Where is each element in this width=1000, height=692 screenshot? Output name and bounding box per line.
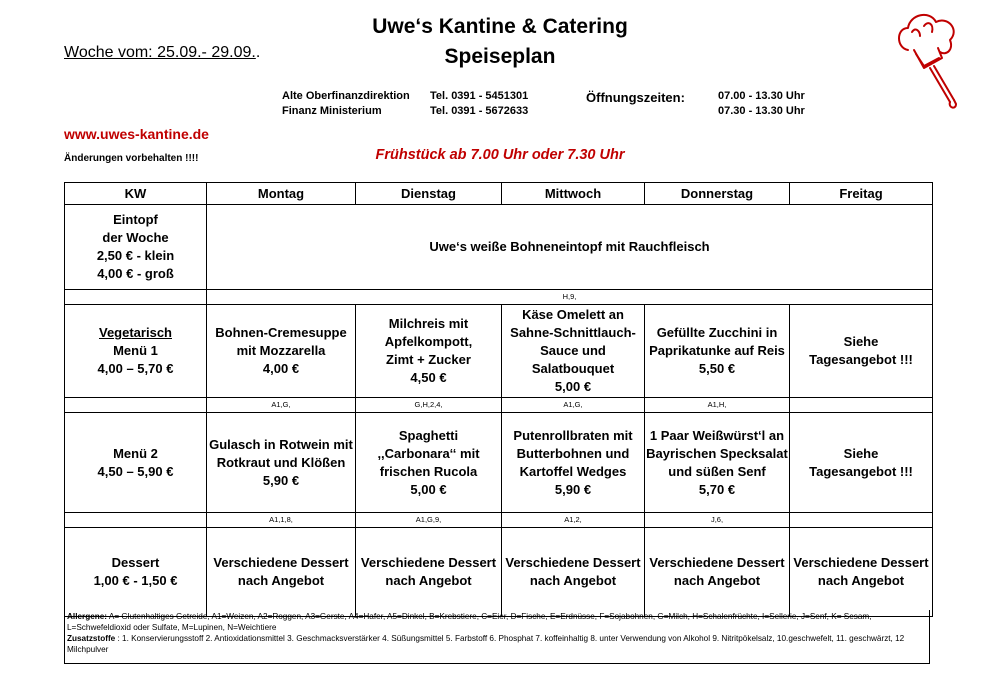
menu2-price-range: 4,50 – 5,90 € (97, 463, 174, 479)
column-header-montag: Montag (207, 183, 356, 205)
location-1: Alte Oberfinanzdirektion (282, 90, 410, 102)
allergen-code: A1,H, (645, 398, 790, 413)
menu2-dienstag (356, 413, 502, 513)
allergene-label: Allergene: (67, 612, 108, 621)
allergen-code: J,6, (645, 513, 790, 528)
menu2-freitag (790, 413, 933, 513)
allergen-code (790, 398, 933, 413)
dish-line: Verschiedene Dessert (360, 555, 497, 570)
dish-line: Verschiedene Dessert (649, 555, 785, 570)
allergen-legend (64, 610, 930, 664)
opening-hours-label: Öffnungszeiten: (586, 90, 685, 105)
eintopf-price-large: 4,00 € - groß (97, 266, 174, 281)
dish-line: Käse Omelett an (522, 307, 624, 322)
menu1-freitag (790, 305, 933, 398)
menu1-allergens-row (65, 398, 933, 413)
dish-line: nach Angebot (529, 573, 617, 588)
eintopf-label-2: der Woche (102, 230, 169, 245)
zusatz-line (67, 633, 927, 655)
zusatz-text: : 1. Konservierungsstoff 2. Antioxidationsmittel 3. Geschmacksverstärker 4. Süßungsmittel 5. Farbstoff 6. Phosphat 7. koffeinhaltig 8. unter Verwendung von Alkohol 9. Nitritpökelsalz, 10.geschwefelt, 11. geschwärzt, 12 Milchpulver (67, 634, 905, 654)
dish-line: Siehe (843, 445, 879, 461)
dish-price: 5,50 € (698, 361, 736, 376)
dish-line: mit Mozzarella (236, 343, 326, 358)
dish-line: Verschiedene Dessert (505, 555, 641, 570)
menu1-label-cell (65, 305, 207, 398)
eintopf-label-cell (65, 205, 207, 290)
column-header-freitag: Freitag (790, 183, 933, 205)
dish-line: Gulasch in Rotwein mit (209, 436, 353, 452)
hours-1: 07.00 - 13.30 Uhr (718, 90, 805, 102)
dessert-label: Dessert (111, 555, 160, 570)
menu1-mittwoch (502, 305, 645, 398)
hours-2: 07.30 - 13.30 Uhr (718, 105, 805, 117)
menu2-donnerstag (645, 413, 790, 513)
dish-line: Siehe (843, 334, 879, 349)
week-dot: . (255, 44, 261, 61)
dish-line: Salatbouquet (531, 361, 615, 376)
eintopf-allergens: H,9, (207, 290, 933, 305)
allergene-text: A= Glutenhaltiges Getreide, A1=Weizen, A2=Roggen, A3=Gerste, A4=Hafer, A5=Dinkel, B=Krebstiere, C=Eier, D=Fische, E=Erdnüsse, F=Sojabohnen, G=Milch, H=Schalenfrüchte, I=Sellerie, J=Senf, K= Sesam, L=Schwefeldioxid oder Sulfate, M=Lupinen, N=Weichtiere (67, 612, 872, 632)
column-header-dienstag: Dienstag (356, 183, 502, 205)
dish-price: 5,00 € (410, 481, 447, 497)
dessert-row (65, 528, 933, 617)
dessert-label-cell (65, 528, 207, 617)
dish-line: Sahne-Schnittlauch- (510, 325, 636, 340)
allergen-code: A1,G,9, (356, 513, 502, 528)
dish-line: Bohnen-Cremesuppe (215, 325, 347, 340)
changes-note: Änderungen vorbehalten !!!! (64, 153, 199, 164)
dish-line: Bayrischen Specksalat (646, 445, 788, 461)
dish-line: Tagesangebot !!! (809, 352, 913, 367)
dish-line: Milchreis mit (388, 316, 469, 331)
dish-line: nach Angebot (817, 573, 905, 588)
dish-line: Putenrollbraten mit (513, 427, 633, 443)
dessert-mittwoch (502, 528, 645, 617)
phones (430, 89, 528, 119)
allergen-code: A1,2, (502, 513, 645, 528)
allergen-code: A1,G, (502, 398, 645, 413)
dish-line: frischen Rucola (379, 463, 478, 479)
dessert-montag (207, 528, 356, 617)
dish-price: 5,90 € (554, 481, 592, 497)
dessert-dienstag (356, 528, 502, 617)
allergene-line (67, 611, 927, 633)
phone-1: Tel. 0391 - 5451301 (430, 90, 529, 102)
dish-line: Rotkraut und Klößen (216, 454, 346, 470)
eintopf-price-small: 2,50 € - klein (96, 248, 175, 263)
dish-price: 5,70 € (698, 481, 736, 497)
dish-line: Zimt + Zucker (386, 352, 471, 367)
menu1-donnerstag (645, 305, 790, 398)
eintopf-row (65, 205, 933, 290)
week-range (64, 44, 260, 62)
eintopf-label: Eintopf (113, 212, 158, 227)
allergen-code: A1,1,8, (207, 513, 356, 528)
chef-hat-spoon-icon (890, 6, 962, 116)
dish-price: 5,90 € (262, 472, 300, 488)
week-label: Woche vom: 25.09.- 29.09. (64, 44, 256, 61)
dish-line: nach Angebot (385, 573, 472, 588)
dish-price: 4,00 € (262, 361, 300, 376)
allergen-code (790, 513, 933, 528)
dish-line: nach Angebot (673, 573, 761, 588)
dish-line: Verschiedene Dessert (213, 555, 349, 570)
locations (282, 89, 410, 119)
breakfast-note: Frühstück ab 7.00 Uhr oder 7.30 Uhr (375, 147, 625, 163)
dish-line: Paprikatunke auf Reis (649, 343, 785, 358)
menu1-veg-label: Vegetarisch (99, 325, 172, 340)
allergen-code: G,H,2,4, (356, 398, 502, 413)
dish-line: Kartoffel Wedges (519, 463, 627, 479)
dish-line: Verschiedene Dessert (793, 555, 929, 570)
dish-line: Sauce und (540, 343, 606, 358)
dish-line: und süßen Senf (668, 463, 766, 479)
menu2-label-cell (65, 413, 207, 513)
dish-line: nach Angebot (237, 573, 325, 588)
phone-2: Tel. 0391 - 5672633 (430, 105, 529, 117)
menu2-label: Menü 2 (113, 445, 158, 461)
menu2-montag (207, 413, 356, 513)
dish-price: 5,00 € (554, 379, 592, 394)
menu-table (64, 182, 933, 617)
dish-line: Gefüllte Zucchini in (656, 325, 778, 340)
menu1-row (65, 305, 933, 398)
dish-line: Tagesangebot !!! (809, 463, 913, 479)
page-title (0, 12, 1000, 72)
opening-hours (718, 89, 805, 119)
zusatz-label: Zusatzstoffe (67, 634, 116, 643)
title-line-2: Speiseplan (444, 45, 556, 68)
dish-line: Butterbohnen und (516, 445, 630, 461)
dish-line: Spaghetti (398, 427, 459, 443)
dish-line: ,,Carbonara‘‘ mit (377, 445, 480, 461)
column-header-mittwoch: Mittwoch (502, 183, 645, 205)
menu1-dienstag (356, 305, 502, 398)
header-row (65, 183, 933, 205)
dessert-price-range: 1,00 € - 1,50 € (93, 573, 178, 588)
menu2-row (65, 413, 933, 513)
location-2: Finanz Ministerium (282, 105, 382, 117)
website-link[interactable]: www.uwes-kantine.de (64, 126, 209, 142)
menu1-montag (207, 305, 356, 398)
menu2-mittwoch (502, 413, 645, 513)
column-header-kw: KW (65, 183, 207, 205)
dish-price: 4,50 € (410, 370, 447, 385)
eintopf-allergens-row (65, 290, 933, 305)
menu2-allergens-row (65, 513, 933, 528)
dish-line: Apfelkompott, (384, 334, 473, 349)
dish-line: 1 Paar Weißwürst‘l an (649, 427, 785, 443)
dessert-donnerstag (645, 528, 790, 617)
allergen-code: A1,G, (207, 398, 356, 413)
menu1-label: Menü 1 (113, 343, 158, 358)
title-line-1: Uwe‘s Kantine & Catering (372, 15, 628, 38)
menu1-price-range: 4,00 – 5,70 € (97, 361, 174, 376)
eintopf-dish: Uwe‘s weiße Bohneneintopf mit Rauchfleisch (207, 205, 933, 290)
column-header-donnerstag: Donnerstag (645, 183, 790, 205)
dessert-freitag (790, 528, 933, 617)
